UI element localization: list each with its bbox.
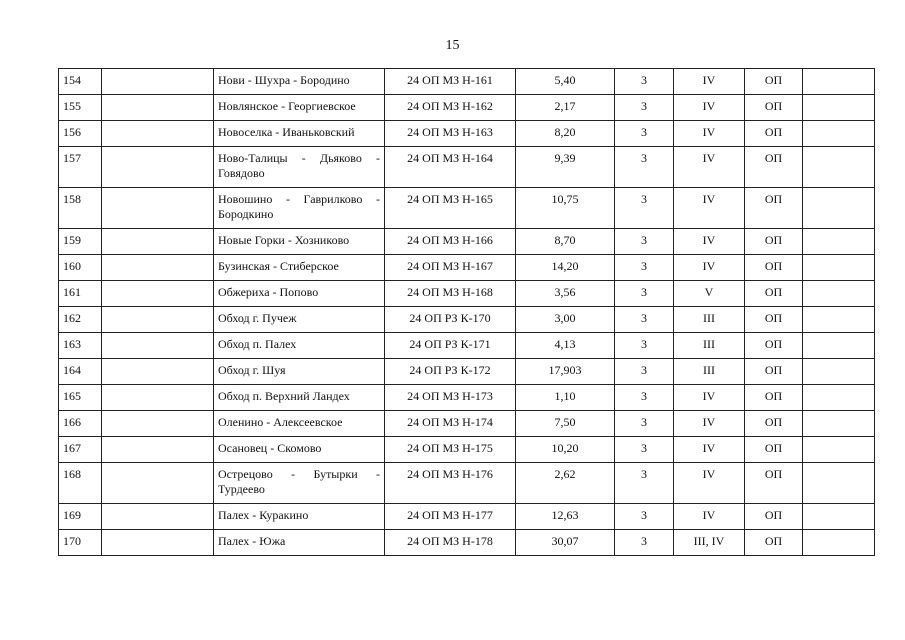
cell-road-name: Обжериха - Попово: [214, 281, 385, 307]
cell-owner: [102, 121, 214, 147]
cell-road-name: Обход п. Верхний Ландех: [214, 385, 385, 411]
cell-road-name: Палех - Куракино: [214, 504, 385, 530]
cell-note: [803, 530, 875, 556]
table-row: [59, 95, 875, 121]
cell-number: 157: [59, 147, 102, 188]
cell-owner: [102, 281, 214, 307]
cell-number: 158: [59, 188, 102, 229]
cell-owner: [102, 333, 214, 359]
cell-number: 166: [59, 411, 102, 437]
cell-road-class: IV: [674, 504, 745, 530]
cell-category: 3: [615, 188, 674, 229]
cell-road-class: V: [674, 281, 745, 307]
cell-road-type: ОП: [745, 255, 803, 281]
cell-length: 9,39: [516, 147, 615, 188]
cell-note: [803, 411, 875, 437]
cell-road-name: Бузинская - Стиберское: [214, 255, 385, 281]
table-row: [59, 229, 875, 255]
cell-number: 161: [59, 281, 102, 307]
cell-number: 170: [59, 530, 102, 556]
cell-road-name: Палех - Южа: [214, 530, 385, 556]
cell-road-code: 24 ОП МЗ Н-161: [385, 69, 516, 95]
cell-road-code: 24 ОП РЗ К-171: [385, 333, 516, 359]
table-row: [59, 307, 875, 333]
table-row: [59, 385, 875, 411]
table-row: [59, 147, 875, 188]
cell-note: [803, 147, 875, 188]
cell-note: [803, 121, 875, 147]
page-number: 15: [445, 38, 460, 53]
cell-category: 3: [615, 411, 674, 437]
cell-road-code: 24 ОП МЗ Н-176: [385, 463, 516, 504]
cell-note: [803, 333, 875, 359]
cell-owner: [102, 188, 214, 229]
cell-length: 12,63: [516, 504, 615, 530]
table-row: [59, 121, 875, 147]
cell-road-name: Ново-Талицы - Дьяково - Говядово: [214, 147, 385, 188]
cell-length: 8,20: [516, 121, 615, 147]
cell-category: 3: [615, 121, 674, 147]
cell-road-class: IV: [674, 463, 745, 504]
cell-note: [803, 281, 875, 307]
cell-road-type: ОП: [745, 307, 803, 333]
cell-road-code: 24 ОП МЗ Н-163: [385, 121, 516, 147]
cell-owner: [102, 147, 214, 188]
cell-length: 1,10: [516, 385, 615, 411]
cell-road-type: ОП: [745, 504, 803, 530]
cell-owner: [102, 530, 214, 556]
cell-category: 3: [615, 385, 674, 411]
cell-number: 168: [59, 463, 102, 504]
cell-road-name: Новошино - Гаврилково - Бородкино: [214, 188, 385, 229]
cell-road-type: ОП: [745, 333, 803, 359]
cell-road-name: Обход г. Шуя: [214, 359, 385, 385]
cell-number: 159: [59, 229, 102, 255]
cell-road-type: ОП: [745, 530, 803, 556]
cell-road-type: ОП: [745, 411, 803, 437]
cell-road-code: 24 ОП МЗ Н-168: [385, 281, 516, 307]
table-row: [59, 359, 875, 385]
cell-category: 3: [615, 229, 674, 255]
cell-number: 156: [59, 121, 102, 147]
cell-owner: [102, 229, 214, 255]
cell-owner: [102, 95, 214, 121]
cell-road-class: III: [674, 307, 745, 333]
cell-length: 10,75: [516, 188, 615, 229]
cell-number: 167: [59, 437, 102, 463]
cell-road-type: ОП: [745, 437, 803, 463]
table-row: [59, 281, 875, 307]
cell-owner: [102, 385, 214, 411]
cell-road-name: Оленино - Алексеевское: [214, 411, 385, 437]
cell-note: [803, 255, 875, 281]
cell-owner: [102, 463, 214, 504]
cell-road-type: ОП: [745, 188, 803, 229]
cell-road-type: ОП: [745, 147, 803, 188]
cell-category: 3: [615, 281, 674, 307]
cell-road-name: Новоселка - Иваньковский: [214, 121, 385, 147]
cell-road-name: Новлянское - Георгиевское: [214, 95, 385, 121]
table-row: [59, 333, 875, 359]
cell-road-name: Обход г. Пучеж: [214, 307, 385, 333]
cell-length: 8,70: [516, 229, 615, 255]
cell-road-class: III: [674, 333, 745, 359]
table-row: [59, 411, 875, 437]
cell-road-class: IV: [674, 95, 745, 121]
cell-note: [803, 463, 875, 504]
cell-length: 7,50: [516, 411, 615, 437]
cell-road-code: 24 ОП МЗ Н-178: [385, 530, 516, 556]
cell-length: 10,20: [516, 437, 615, 463]
cell-number: 154: [59, 69, 102, 95]
cell-note: [803, 69, 875, 95]
roads-table-body: [59, 69, 875, 556]
cell-road-type: ОП: [745, 359, 803, 385]
cell-road-type: ОП: [745, 385, 803, 411]
cell-category: 3: [615, 69, 674, 95]
cell-category: 3: [615, 530, 674, 556]
table-row: [59, 437, 875, 463]
cell-category: 3: [615, 95, 674, 121]
table-row: [59, 188, 875, 229]
table-row: [59, 463, 875, 504]
cell-road-name: Нови - Шухра - Бородино: [214, 69, 385, 95]
cell-road-class: IV: [674, 411, 745, 437]
cell-length: 3,56: [516, 281, 615, 307]
cell-number: 165: [59, 385, 102, 411]
cell-category: 3: [615, 359, 674, 385]
cell-road-code: 24 ОП МЗ Н-175: [385, 437, 516, 463]
cell-road-name: Острецово - Бутырки - Турдеево: [214, 463, 385, 504]
cell-road-class: III, IV: [674, 530, 745, 556]
cell-road-code: 24 ОП МЗ Н-166: [385, 229, 516, 255]
cell-road-class: III: [674, 359, 745, 385]
cell-road-code: 24 ОП РЗ К-170: [385, 307, 516, 333]
cell-owner: [102, 411, 214, 437]
cell-road-code: 24 ОП МЗ Н-173: [385, 385, 516, 411]
cell-number: 163: [59, 333, 102, 359]
cell-length: 5,40: [516, 69, 615, 95]
table-row: [59, 69, 875, 95]
cell-note: [803, 188, 875, 229]
cell-road-type: ОП: [745, 229, 803, 255]
cell-category: 3: [615, 147, 674, 188]
table-row: [59, 530, 875, 556]
cell-category: 3: [615, 255, 674, 281]
cell-road-code: 24 ОП МЗ Н-164: [385, 147, 516, 188]
cell-note: [803, 504, 875, 530]
cell-length: 2,17: [516, 95, 615, 121]
cell-owner: [102, 255, 214, 281]
cell-road-class: IV: [674, 437, 745, 463]
cell-number: 155: [59, 95, 102, 121]
table-row: [59, 255, 875, 281]
cell-road-class: IV: [674, 121, 745, 147]
cell-owner: [102, 504, 214, 530]
cell-note: [803, 385, 875, 411]
cell-note: [803, 359, 875, 385]
cell-road-name: Новые Горки - Хозниково: [214, 229, 385, 255]
cell-length: 30,07: [516, 530, 615, 556]
cell-road-type: ОП: [745, 463, 803, 504]
cell-number: 162: [59, 307, 102, 333]
cell-length: 2,62: [516, 463, 615, 504]
cell-category: 3: [615, 333, 674, 359]
cell-road-type: ОП: [745, 281, 803, 307]
cell-length: 4,13: [516, 333, 615, 359]
cell-length: 3,00: [516, 307, 615, 333]
cell-category: 3: [615, 504, 674, 530]
cell-owner: [102, 307, 214, 333]
roads-table: [58, 68, 875, 556]
cell-road-class: IV: [674, 188, 745, 229]
cell-road-code: 24 ОП МЗ Н-177: [385, 504, 516, 530]
cell-length: 14,20: [516, 255, 615, 281]
cell-number: 160: [59, 255, 102, 281]
cell-owner: [102, 69, 214, 95]
cell-category: 3: [615, 307, 674, 333]
cell-category: 3: [615, 437, 674, 463]
cell-note: [803, 95, 875, 121]
cell-note: [803, 307, 875, 333]
cell-road-type: ОП: [745, 121, 803, 147]
cell-road-class: IV: [674, 229, 745, 255]
cell-road-type: ОП: [745, 69, 803, 95]
cell-number: 169: [59, 504, 102, 530]
cell-note: [803, 229, 875, 255]
cell-road-class: IV: [674, 69, 745, 95]
cell-road-type: ОП: [745, 95, 803, 121]
table-row: [59, 504, 875, 530]
cell-owner: [102, 359, 214, 385]
cell-road-code: 24 ОП МЗ Н-174: [385, 411, 516, 437]
cell-road-name: Обход п. Палех: [214, 333, 385, 359]
cell-road-code: 24 ОП МЗ Н-165: [385, 188, 516, 229]
cell-note: [803, 437, 875, 463]
cell-road-code: 24 ОП МЗ Н-162: [385, 95, 516, 121]
cell-number: 164: [59, 359, 102, 385]
cell-road-class: IV: [674, 385, 745, 411]
cell-length: 17,903: [516, 359, 615, 385]
cell-road-name: Осановец - Скомово: [214, 437, 385, 463]
cell-category: 3: [615, 463, 674, 504]
cell-road-class: IV: [674, 255, 745, 281]
cell-road-class: IV: [674, 147, 745, 188]
cell-owner: [102, 437, 214, 463]
cell-road-code: 24 ОП РЗ К-172: [385, 359, 516, 385]
cell-road-code: 24 ОП МЗ Н-167: [385, 255, 516, 281]
